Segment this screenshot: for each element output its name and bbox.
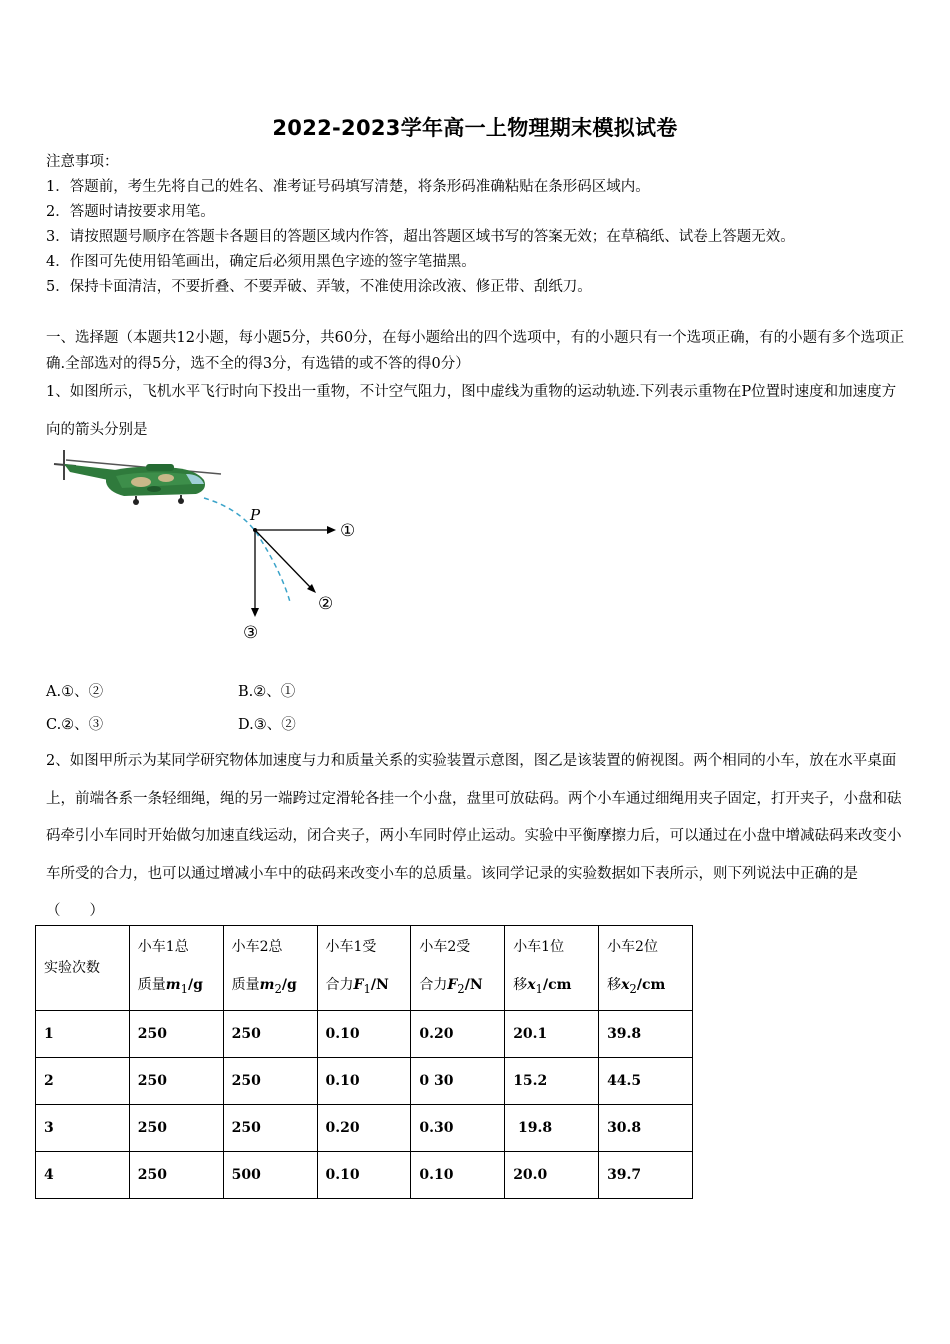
arrow-down-icon [251,530,259,617]
table-cell: 30.8 [599,1105,693,1152]
table-header-cell: 小车2位 移$x_2/cm$ [599,926,693,1011]
table-row [36,1058,693,1105]
question-1-text: 1、如图所示，飞机水平飞行时向下投出一重物，不计空气阻力，图中虚线为重物的运动轨迹.下列表示重物在P位置时速度和加速度方向的箭头分别是 [46,384,897,438]
table-header-cell: 小车2总 质量$m_2/g$ [223,926,317,1011]
table-cell: 250 [223,1058,317,1105]
table-cell: 0.20 [317,1105,411,1152]
arrow-down-right-icon [255,530,316,593]
table-cell: 19.8 [505,1105,599,1152]
option-b: B.②、① [238,684,296,700]
table-row [36,1105,693,1152]
helicopter-image [54,450,221,505]
section-instructions: 一、选择题（本题共12小题，每小题5分，共60分，在每小题给出的四个选项中，有的小题只有一个选项正确，有的小题有多个选项正确.全部选对的得5分，选不全的得3分，有选错的或不答的得0分） [46,330,905,372]
note-item: 4．作图可先使用铅笔画出，确定后必须用黑色字迹的签字笔描黑。 [46,254,476,270]
note-item: 3．请按照题号顺序在答题卡各题目的答题区域内作答，超出答题区域书写的答案无效；在草稿纸、试卷上答题无效。 [46,229,795,245]
table-cell: 39.8 [599,1011,693,1058]
option-a: A.①、② [46,684,104,700]
table-header-cell: 小车1总 质量$m_1/g$ [129,926,223,1011]
notes-section [46,150,795,300]
table-cell: 0 30 [411,1058,505,1105]
table-cell: 0.10 [411,1152,505,1199]
table-cell: 250 [129,1105,223,1152]
option-d: D.③、② [238,717,296,733]
table-cell: 250 [129,1058,223,1105]
point-p-label: P [250,506,261,524]
table-cell: 39.7 [599,1152,693,1199]
table-header-cell: 小车2受 合力$F_2/N$ [411,926,505,1011]
table-header-cell: 实验次数 [36,926,130,1011]
table-cell: 1 [36,1011,130,1058]
table-cell: 250 [223,1011,317,1058]
question-1-figure [46,444,376,654]
table-cell: 44.5 [599,1058,693,1105]
note-item: 5．保持卡面清洁，不要折叠、不要弄破、弄皱，不准使用涂改液、修正带、刮纸刀。 [46,279,592,295]
table-row [36,1011,693,1058]
table-cell: 0.10 [317,1152,411,1199]
table-cell: 3 [36,1105,130,1152]
table-cell: 500 [223,1152,317,1199]
table-cell: 0.10 [317,1058,411,1105]
experiment-data-table [35,925,693,1199]
arrow-3-label: ③ [243,623,259,643]
table-header-row [36,926,693,1011]
table-cell: 0.30 [411,1105,505,1152]
option-c: C.②、③ [46,717,104,733]
question-2-text: 2、如图甲所示为某同学研究物体加速度与力和质量关系的实验装置示意图，图乙是该装置的俯视图。两个相同的小车，放在水平桌面上，前端各系一条轻细绳，绳的另一端跨过定滑轮各挂一个小盘，盘里可放砝码。两个小车通过细绳用夹子固定，打开夹子，小盘和砝码牵引小车同时开始做匀加速直线运动，闭合夹子，两小车同时停止运动。实验中平衡摩擦力后，可以通过在小盘中增减砝码来改变小车所受的合力，也可以通过增减小车中的砝码来改变小车的总质量。该同学记录的实验数据如下表所示，则下列说法中正确的是（ ） [46,753,902,919]
arrow-2-label: ② [318,594,334,614]
table-cell: 250 [129,1152,223,1199]
trajectory-curve [204,498,290,602]
table-cell: 20.1 [505,1011,599,1058]
table-cell: 4 [36,1152,130,1199]
table-cell: 15.2 [505,1058,599,1105]
table-cell: 250 [223,1105,317,1152]
table-cell: 0.20 [411,1011,505,1058]
notes-heading: 注意事项： [46,154,119,170]
table-header-cell: 小车1位 移$x_1/cm$ [505,926,599,1011]
table-cell: 2 [36,1058,130,1105]
table-cell: 0.10 [317,1011,411,1058]
table-row [36,1152,693,1199]
page-title: 2022-2023学年高一上物理期末模拟试卷 [272,116,678,140]
arrow-1-label: ① [340,521,356,541]
note-item: 1．答题前，考生先将自己的姓名、准考证号码填写清楚，将条形码准确粘贴在条形码区域内。 [46,179,650,195]
table-cell: 20.0 [505,1152,599,1199]
note-item: 2．答题时请按要求用笔。 [46,204,215,220]
arrow-right-icon [255,526,336,534]
table-cell: 250 [129,1011,223,1058]
table-header-cell: 小车1受 合力$F_1/N$ [317,926,411,1011]
